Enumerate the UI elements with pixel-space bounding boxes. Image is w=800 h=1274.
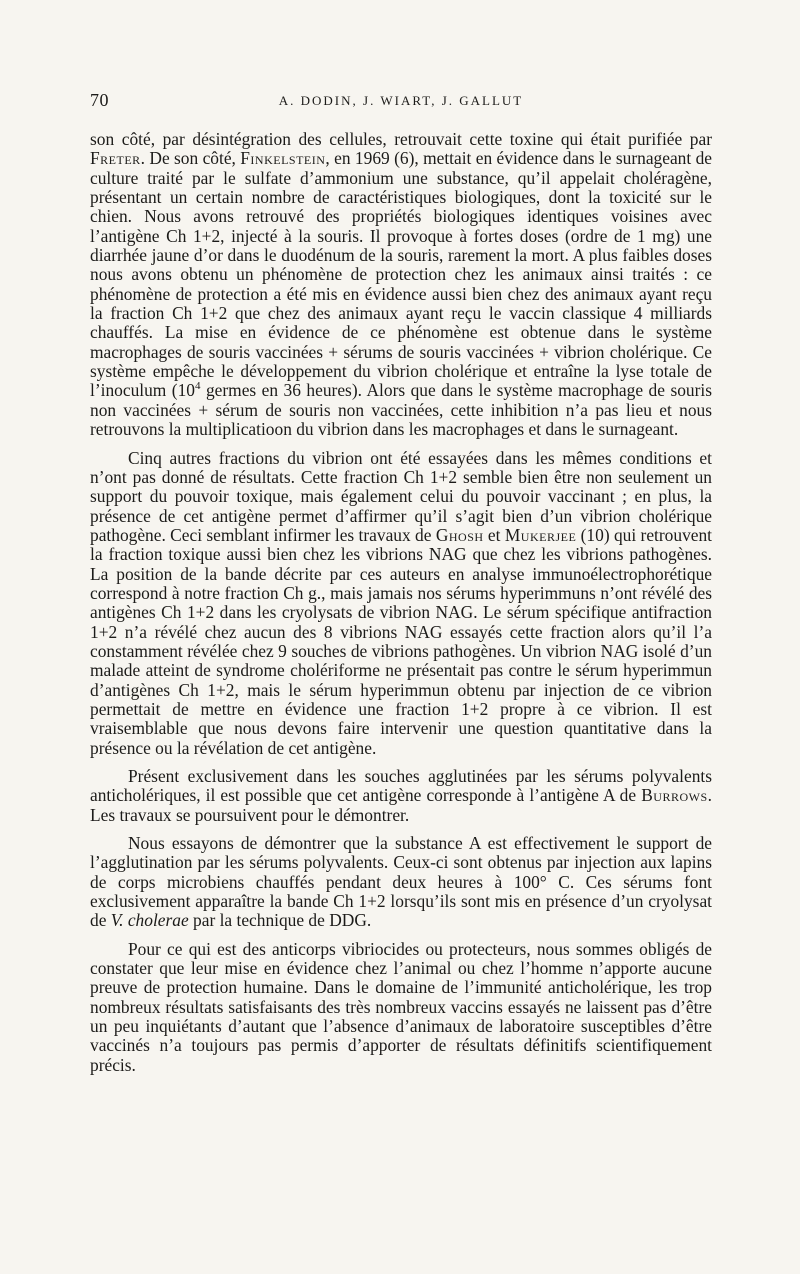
- text-run: Présent exclusivement dans les souches agglutinées par les sérums polyvalents anticholériques, il est possible que cet antigène corresponde à l’antigène A de: [90, 766, 712, 806]
- text-run: par la technique de DDG.: [188, 910, 372, 931]
- text-run: et: [483, 524, 505, 545]
- text-run: son côté, par désintégration des cellules, retrouvait cette toxine qui était purifiée par: [90, 129, 712, 149]
- species-name: V. cholerae: [110, 910, 189, 931]
- body-text: [90, 130, 712, 1075]
- paragraph-2: [90, 449, 712, 759]
- text-run: , en 1969 (6), mettait en évidence dans le surnageant de culture traité par le sulfate d’ammonium une substance, qu’il appelait choléragène, présentant un certain nombre de caractéristiques biologiques, dont la toxicité sur le chien. Nous avons retrouvé des propriétés biologiques identiques voisines avec l’antigène Ch 1+2, injecté à la souris. Il provoque à fortes doses (ordre de 1 mg) une diarrhée jaune d’or dans le duodénum de la souris, rarement la mort. A plus faibles doses nous avons obtenu un phénomène de protection chez les animaux ainsi traités : ce phénomène de protection a été mis en évidence aussi bien chez des animaux ayant reçu la fraction Ch 1+2 que chez des animaux ayant reçu le vaccin classique 4 milliards chauffés. La mise en évidence de ce phénomène est obtenue dans le système macrophages de souris vaccinées + sérums de souris vaccinées + vibrion cholérique. Ce système empêche le développement du vibrion cholérique et entraîne la lyse totale de l’inoculum (10: [90, 148, 712, 401]
- exponent: 4: [194, 380, 201, 393]
- paragraph-3: [90, 767, 712, 825]
- author-name: Burrows: [641, 785, 708, 806]
- author-name: Ghosh: [435, 524, 484, 545]
- author-name: Finkelstein: [240, 148, 326, 169]
- text-run: (10) qui retrouvent la fraction toxique aussi bien chez les vibrions NAG que chez les vibrions pathogènes. La position de la bande décrite par ces auteurs en analyse immunoélectrophorétique correspond à notre fraction Ch g., mais jamais nos sérums hyperimmuns n’ont révélé des antigènes Ch 1+2 dans les cryolysats de vibrion NAG. Le sérum spécifique antifraction 1+2 n’a révélé chez aucun des 8 vibrions NAG essayés cette fraction alors qu’il l’a constamment révélée chez 9 souches de vibrions pathogènes. Un vibrion NAG isolé d’un malade atteint de syndrome cholériforme ne présentait pas contre le sérum hyperimmun d’antigènes Ch 1+2, mais le sérum hyperimmun obtenu par injection de ce vibrion permettait de mettre en évidence une fraction 1+2 propre à ce vibrion. Il est vraisemblable que nous devons faire intervenir une question quantitative dans la présence ou la révélation de cet antigène.: [90, 524, 713, 758]
- text-run: Pour ce qui est des anticorps vibriocides ou protecteurs, nous sommes obligés de constater que leur mise en évidence chez l’animal ou chez l’homme n’apporte aucune preuve de protection humaine. Dans le domaine de l’immunité anticholérique, les trop nombreux résultats satisfaisants des très nombreux vaccins essayés ne laissent pas d’être un peu inquiétants d’autant que l’absence d’animaux de laboratoire susceptibles d’être vaccinés n’a toujours pas permis d’apporter de résultats définitifs scientifiquement précis.: [90, 938, 712, 1075]
- author-name: Mukerjee: [504, 524, 577, 545]
- page-number: 70: [90, 90, 109, 110]
- text-run: germes en 36 heures). Alors que dans le système macrophage de souris non vaccinées + sérum de souris non vaccinées, cette inhibition n’a pas lieu et nous retrouvons la multiplicatioon du vibrion dans les macrophages et dans le surnageant.: [90, 380, 712, 440]
- text-run: Nous essayons de démontrer que la substance A est effectivement le support de l’agglutination par les sérums polyvalents. Ceux-ci sont obtenus par injection aux lapins de corps microbiens chauffés pendant deux heures à 100° C. Ces sérums font exclusivement apparaître la bande Ch 1+2 lorsqu’ils sont mis en présence d’un cryolysat de: [90, 833, 712, 931]
- author-name: Freter: [90, 148, 141, 169]
- paragraph-1: [90, 130, 712, 440]
- page-header: [90, 90, 712, 114]
- text-run: Cinq autres fractions du vibrion ont été essayées dans les mêmes conditions et n’ont pas donné de résultats. Cette fraction Ch 1+2 semble bien être non seulement un support du pouvoir toxique, mais également celui du pouvoir vaccinant ; en plus, la présence de cet antigène permet d’affirmer qu’il s’agit bien d’un vibrion cholérique pathogène. Ceci semblant infirmer les travaux de: [90, 447, 712, 545]
- text-run: . Les travaux se poursuivent pour le démontrer.: [90, 785, 712, 825]
- paragraph-4: [90, 834, 712, 931]
- text-run: . De son côté,: [140, 148, 241, 169]
- running-head: A. DODIN, J. WIART, J. GALLUT: [278, 93, 524, 108]
- paragraph-5: [90, 940, 712, 1075]
